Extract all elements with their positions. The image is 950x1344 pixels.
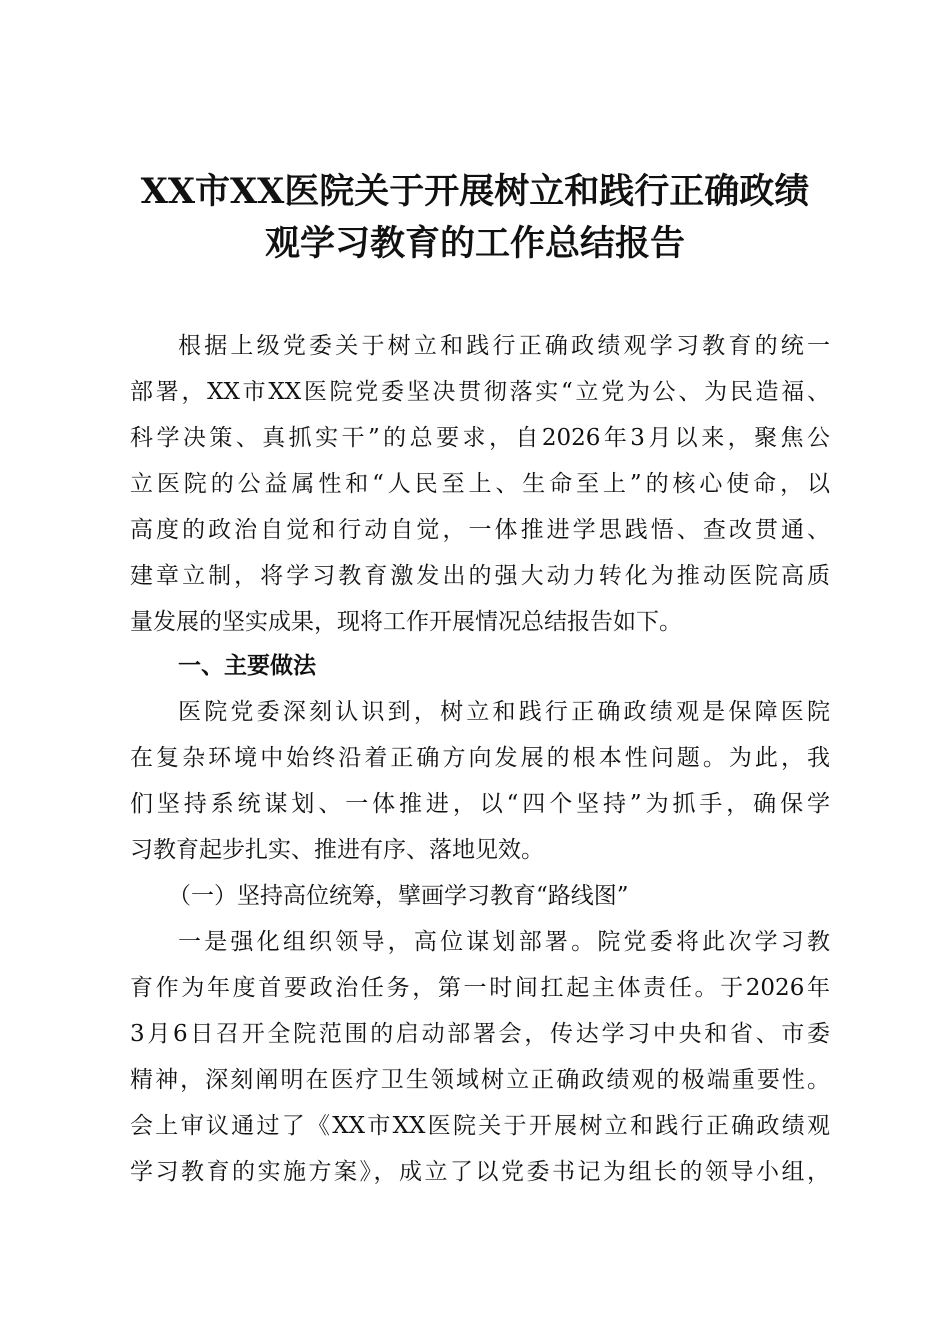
- paragraph-line: 高度的政治自觉和行动自觉，一体推进学思践悟、查改贯通、: [130, 517, 830, 543]
- paragraph-line: 部署，XX市XX医院党委坚决贯彻落实“立党为公、为民造福、: [130, 379, 830, 405]
- document-title-line-1: XX市XX医院关于开展树立和践行正确政绩: [140, 171, 810, 212]
- paragraph-line: 精神，深刻阐明在医疗卫生领域树立正确政绩观的极端重要性。: [130, 1067, 830, 1093]
- document-title-line-2: 观学习教育的工作总结报告: [264, 223, 685, 264]
- paragraph-line: 会上审议通过了《XX市XX医院关于开展树立和践行正确政绩观: [130, 1113, 830, 1139]
- paragraph-line: 习教育起步扎实、推进有序、落地见效。: [130, 837, 544, 863]
- paragraph-line: 在复杂环境中始终沿着正确方向发展的根本性问题。为此，我: [130, 745, 830, 771]
- paragraph-line: 根据上级党委关于树立和践行正确政绩观学习教育的统一: [178, 333, 830, 359]
- paragraph-line: 育作为年度首要政治任务，第一时间扛起主体责任。于2026年: [130, 975, 830, 1001]
- paragraph-line: 量发展的坚实成果，现将工作开展情况总结报告如下。: [130, 609, 682, 635]
- paragraph-line: 医院党委深刻认识到，树立和践行正确政绩观是保障医院: [178, 699, 830, 725]
- paragraph-line: 学习教育的实施方案》，成立了以党委书记为组长的领导小组，: [130, 1159, 830, 1185]
- paragraph-line: 一是强化组织领导，高位谋划部署。院党委将此次学习教: [178, 929, 830, 955]
- section-heading: 一、主要做法: [178, 653, 316, 679]
- paragraph-line: 建章立制，将学习教育激发出的强大动力转化为推动医院高质: [130, 563, 830, 589]
- paragraph-line: 立医院的公益属性和“人民至上、生命至上”的核心使命，以: [130, 471, 830, 497]
- subsection-heading: （一）坚持高位统筹，擘画学习教育“路线图”: [168, 883, 629, 909]
- paragraph-line: 科学决策、真抓实干”的总要求，自2026年3月以来，聚焦公: [130, 425, 830, 451]
- paragraph-line: 3月6日召开全院范围的启动部署会，传达学习中央和省、市委: [130, 1021, 830, 1047]
- paragraph-line: 们坚持系统谋划、一体推进，以“四个坚持”为抓手，确保学: [130, 791, 830, 817]
